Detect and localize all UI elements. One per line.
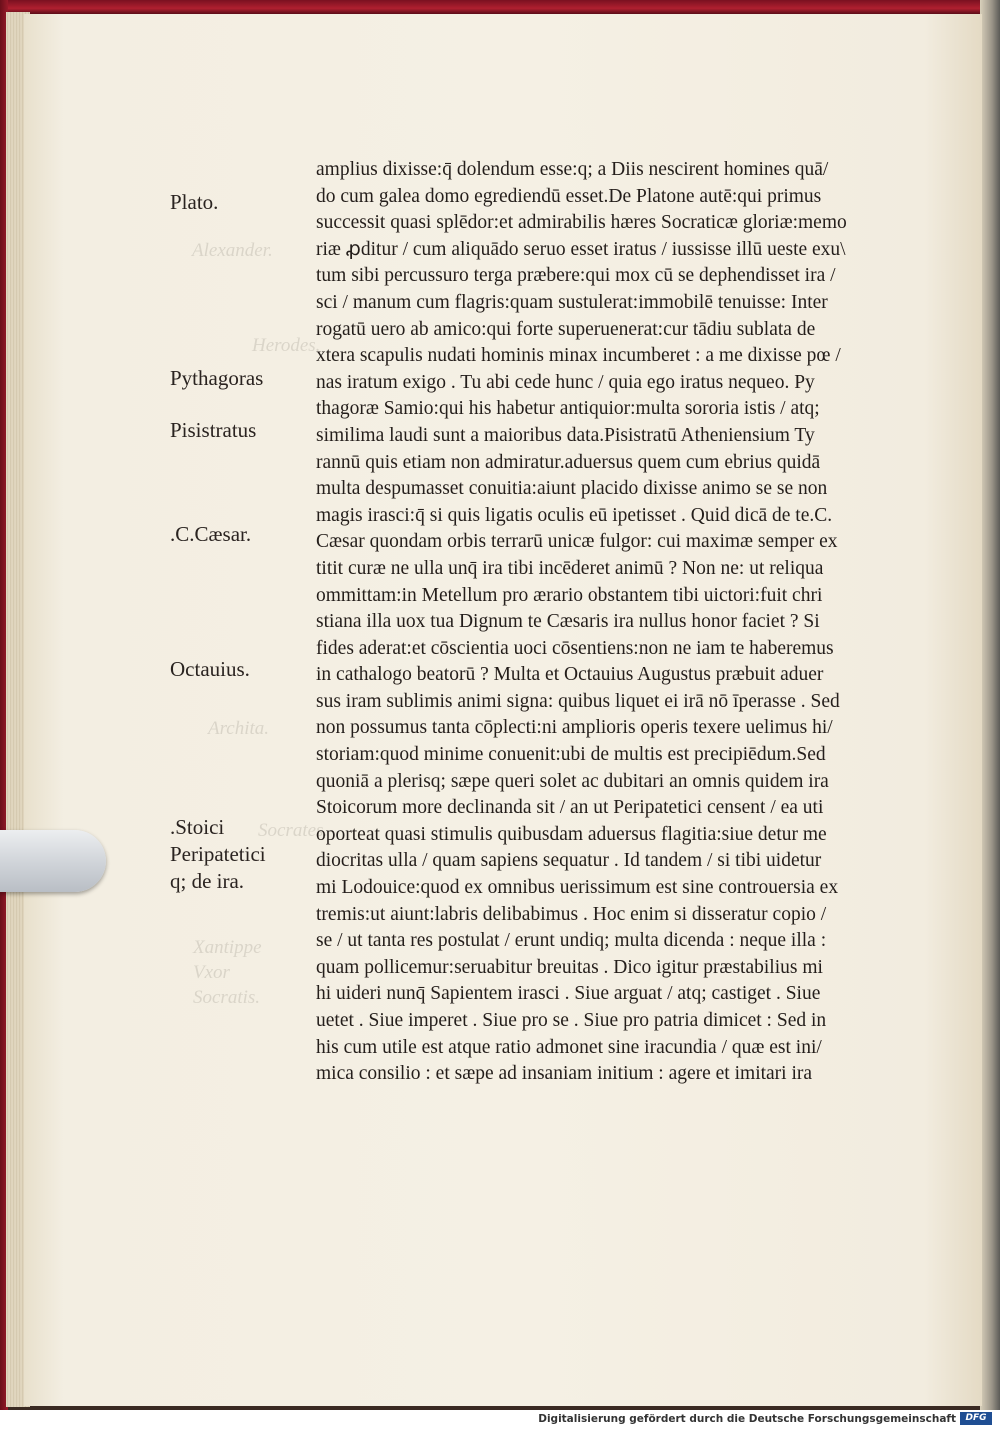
margin-note-pisistratus: Pisistratus xyxy=(170,418,257,442)
text-line: se / ut tanta res postulat / erunt undiq; multa dicenda : neque illa : xyxy=(316,930,827,952)
book-binding-top xyxy=(0,0,1000,14)
text-line: sus iram sublimis animi signa: quibus liquet ei irā nō īperasse . Sed xyxy=(316,690,840,712)
ghost-note: Vxor xyxy=(193,962,230,983)
text-line: ommittam:in Metellum pro ærario obstantem tibi uictori:fuit chri xyxy=(316,584,823,606)
text-line: tum sibi percussuro terga præbere:qui mox cū se dephendisset ira / xyxy=(316,265,836,287)
text-line: riæ ꝓditur / cum aliquādo seruo esset iratus / iussisse illū ueste exu\ xyxy=(316,238,846,260)
text-line: do cum galea domo egrediendū esset.De Platone autē:qui primus xyxy=(316,185,822,207)
text-line: non possumus tanta cōplecti:ni amplioris operis texere uelimus hi/ xyxy=(316,717,833,739)
margin-note-octauius: Octauius. xyxy=(170,657,250,681)
ghost-note: Xantippe xyxy=(193,937,262,958)
margin-note-plato: Plato. xyxy=(170,190,219,214)
text-line: stiana illa uox tua Dignum te Cæsaris ira nullus honor faciet ? Si xyxy=(316,611,820,633)
margin-note-peripatetici: Peripatetici xyxy=(170,842,266,866)
text-line: titit curæ ne ulla unq̄ ira tibi incēderet animū ? Non ne: ut reliqua xyxy=(316,557,824,579)
text-line: rannū quis etiam non admiratur.aduersus quem cum ebrius quidā xyxy=(316,451,821,473)
text-line: diocritas ulla / quam sapiens sequatur . Id tandem / si tibi uidetur xyxy=(316,850,822,872)
text-line: quam pollicemur:seruabitur breuitas . Dico igitur præstabilius mi xyxy=(316,956,823,978)
text-line: sci / manum cum flagris:quam sustulerat:immobilē tenuisse: Inter xyxy=(316,291,828,313)
margin-note-pythagoras: Pythagoras xyxy=(170,366,264,390)
ghost-note: Socrates. xyxy=(258,820,329,841)
book-right-edge xyxy=(980,0,1000,1410)
ghost-note: Archita. xyxy=(208,718,270,739)
text-line: multa despumasset conuitia:aiunt placido dixisse animo se se non xyxy=(316,478,828,500)
text-line: thagoræ Samio:qui his habetur antiquior:multa sororia istis / atq; xyxy=(316,398,820,420)
text-line: successit quasi splēdor:et admirabilis hæres Socraticæ gloriæ:memo xyxy=(316,212,847,234)
page-clip xyxy=(0,830,106,892)
text-line: quoniā a plerisq; sæpe queri solet ac dubitari an omnis quidem ira xyxy=(316,770,829,792)
text-line: magis irasci:q̄ si quis ligatis oculis eū ipetisset . Quid dicā de te.C. xyxy=(316,504,833,526)
text-line: xtera scapulis nudati hominis minax incumberet : a me dixisse pœ / xyxy=(316,345,841,367)
text-line: rogatū uero ab amico:qui forte superuenerat:cur tādiu sublata de xyxy=(316,318,816,340)
text-line: tremis:ut aiunt:labris delibabimus . Hoc enim si disseratur copio / xyxy=(316,903,827,925)
text-line: Stoicorum more declinanda sit / an ut Peripatetici censent / ea uti xyxy=(316,797,824,819)
ghost-note: Socratis. xyxy=(193,987,261,1008)
text-line: in cathalogo beatorū ? Multa et Octauius Augustus præbuit aduer xyxy=(316,664,824,686)
text-line: similima laudi sunt a maioribus data.Pisistratū Atheniensium Ty xyxy=(316,424,815,446)
text-line: mi Lodouice:quod ex omnibus uerissimum est sine controuersia ex xyxy=(316,877,839,899)
text-line: mica consilio : et sæpe ad insaniam initium : agere et imitari ira xyxy=(316,1063,813,1085)
text-line: oporteat quasi stimulis quibusdam aduersus flagitia:siue detur me xyxy=(316,823,827,845)
text-line: nas iratum exigo . Tu abi cede hunc / quia ego iratus nequeo. Py xyxy=(316,371,815,393)
text-line: his cum utile est atque ratio admonet sine iracundia / quæ est ini/ xyxy=(316,1036,822,1058)
text-line: hi uideri nunq̄ Sapientem irasci . Siue arguat / atq; castiget . Siue xyxy=(316,983,821,1005)
text-line: uetet . Siue imperet . Siue pro se . Siue pro patria dimicet : Sed in xyxy=(316,1010,827,1031)
ghost-note: Alexander. xyxy=(192,240,273,261)
main-text-block xyxy=(316,157,894,1088)
text-line: storiam:quod minime conuenit:ubi de multis est precipiēdum.Sed xyxy=(316,744,826,766)
margin-note-caesar: .C.Cæsar. xyxy=(170,522,252,546)
footer-credit: Digitalisierung gefördert durch die Deutsche Forschungsgemeinschaft xyxy=(538,1413,956,1425)
dfg-logo-icon: DFG xyxy=(960,1412,992,1425)
margin-note-de-ira: q; de ira. xyxy=(170,869,245,893)
ghost-note: Herodes. xyxy=(252,335,321,356)
text-line: amplius dixisse:q̄ dolendum esse:q; a Diis nescirent homines quā/ xyxy=(316,159,829,180)
text-line: Cæsar quondam orbis terrarū unicæ fulgor: cui maximæ semper ex xyxy=(316,531,838,553)
margin-note-stoici: .Stoici xyxy=(170,815,225,839)
text-line: fides aderat:et cōscientia uoci cōsentiens:non ne iam te haberemus xyxy=(316,637,834,659)
